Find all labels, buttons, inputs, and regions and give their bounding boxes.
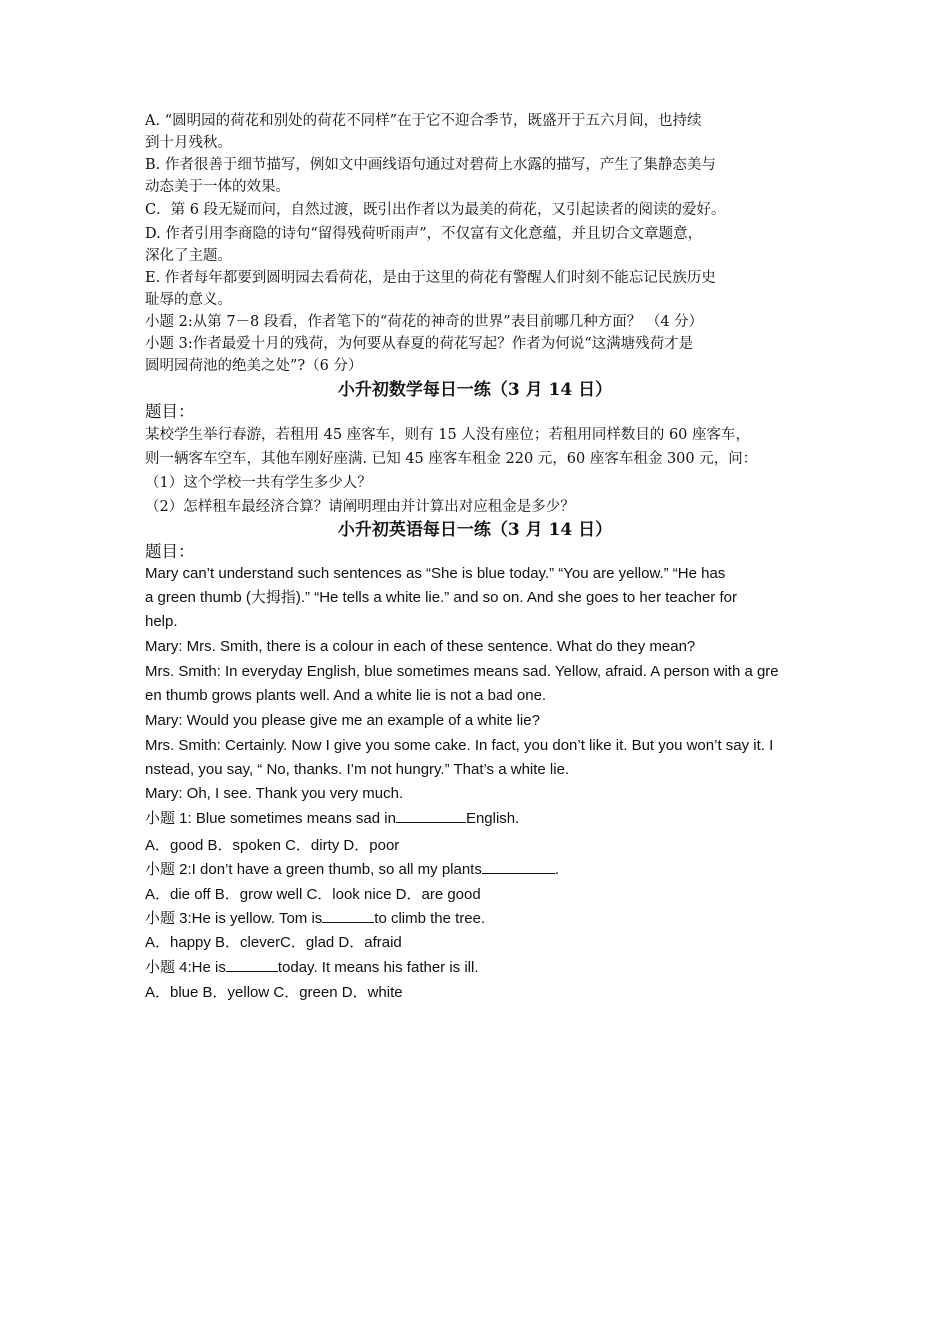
option-c-line-1: C．第 6 段无疑而问，自然过渡，既引出作者以为最美的荷花，又引起读者的阅读的爱好。 <box>145 202 726 218</box>
option-a-line-1: A. “圆明园的荷花和别处的荷花不同样”在于它不迎合季节，既盛开于五六月间，也持续 <box>145 113 702 129</box>
subquestion-3-prefix: 小题 3:He is yellow. Tom is <box>145 910 323 927</box>
option-d-line-1: D. 作者引用李商隐的诗句“留得残荷听雨声”，不仅富有文化意蕴，并且切合文章题意， <box>145 226 703 242</box>
passage-line: Mary: Mrs. Smith, there is a colour in each of these sentence. What do they mean? <box>145 638 696 655</box>
option-b-line-2: 动态美于一体的效果。 <box>145 179 290 195</box>
passage-line: Mrs. Smith: In everyday English, blue sometimes means sad. Yellow, afraid. A person with a gre <box>145 663 779 680</box>
passage-line: Mrs. Smith: Certainly. Now I give you some cake. In fact, you don’t like it. But you won’t say it. I <box>145 737 774 754</box>
math-problem-line-1: 某校学生举行春游，若租用 45 座客车，则有 15 人没有座位；若租用同样数目的 60 座客车， <box>145 427 751 443</box>
math-problem-line-2: 则一辆客车空车，其他车刚好座满. 已知 45 座客车租金 220 元，60 座客车租金 300 元，问： <box>145 451 758 467</box>
option-e-line-1: E. 作者每年都要到圆明园去看荷花，是由于这里的荷花有警醒人们时刻不能忘记民族历史 <box>145 270 716 286</box>
passage-line: a green thumb (大拇指).” “He tells a white lie.” and so on. And she goes to her teacher for <box>145 589 737 606</box>
option-a-line-2: 到十月残秋。 <box>145 135 232 151</box>
english-subquestion-4 <box>145 957 479 979</box>
subquestion-3-options: A．happy B．cleverC．glad D．afraid <box>145 934 402 951</box>
subquestion-3-line-1: 小题 3:作者最爱十月的残荷，为何要从春夏的荷花写起？作者为何说“这满塘残荷才是 <box>145 336 694 352</box>
answer-blank-4[interactable] <box>226 957 278 972</box>
english-subquestion-3 <box>145 908 485 930</box>
subquestion-3-line-2: 圆明园荷池的绝美之处”?（6 分） <box>145 358 363 374</box>
answer-blank-3[interactable] <box>322 908 374 923</box>
subquestion-3-suffix: to climb the tree. <box>374 910 486 927</box>
passage-line: Mary can’t understand such sentences as “She is blue today.” “You are yellow.” “He has <box>145 565 726 582</box>
option-e-line-2: 耻辱的意义。 <box>145 292 232 308</box>
passage-line: nstead, you say, “ No, thanks. I’m not hungry.” That’s a white lie. <box>145 761 570 778</box>
math-question-label: 题目： <box>145 402 195 421</box>
english-question-label: 题目： <box>145 542 195 561</box>
option-b-line-1: B. 作者很善于细节描写，例如文中画线语句通过对碧荷上水露的描写，产生了集静态美与 <box>145 157 716 173</box>
subquestion-2-prefix: 小题 2:I don’t have a green thumb, so all my plants <box>145 861 482 878</box>
math-section-title: 小升初数学每日一练（3 月 14 日） <box>337 380 613 400</box>
english-subquestion-1 <box>145 808 519 830</box>
answer-blank-1[interactable] <box>396 808 466 823</box>
passage-line: en thumb grows plants well. And a white lie is not a bad one. <box>145 687 547 704</box>
subquestion-1-options: A．good B．spoken C．dirty D．poor <box>145 837 400 854</box>
math-subquestion-2: （2）怎样租车最经济合算？请阐明理由并计算出对应租金是多少？ <box>145 499 575 515</box>
english-section-title: 小升初英语每日一练（3 月 14 日） <box>337 520 613 540</box>
subquestion-4-options: A．blue B．yellow C．green D．white <box>145 984 403 1001</box>
passage-line: Mary: Oh, I see. Thank you very much. <box>145 785 404 802</box>
passage-line: Mary: Would you please give me an example of a white lie? <box>145 712 540 729</box>
subquestion-1-prefix: 小题 1: Blue sometimes means sad in <box>145 810 396 827</box>
passage-line: help. <box>145 613 178 630</box>
subquestion-1-suffix: English. <box>465 810 520 827</box>
option-d-line-2: 深化了主题。 <box>145 248 232 264</box>
subquestion-4-suffix: today. It means his father is ill. <box>277 959 479 976</box>
answer-blank-2[interactable] <box>482 859 555 874</box>
subquestion-4-prefix: 小题 4:He is <box>145 959 226 976</box>
subquestion-2-suffix: . <box>554 861 560 878</box>
math-subquestion-1: （1）这个学校一共有学生多少人？ <box>145 475 372 491</box>
subquestion-2-options: A．die off B．grow well C．look nice D．are good <box>145 886 481 903</box>
subquestion-2: 小题 2:从第 7－8 段看，作者笔下的“荷花的神奇的世界”表目前哪几种方面？ （4 分） <box>145 314 704 330</box>
english-subquestion-2 <box>145 859 559 881</box>
